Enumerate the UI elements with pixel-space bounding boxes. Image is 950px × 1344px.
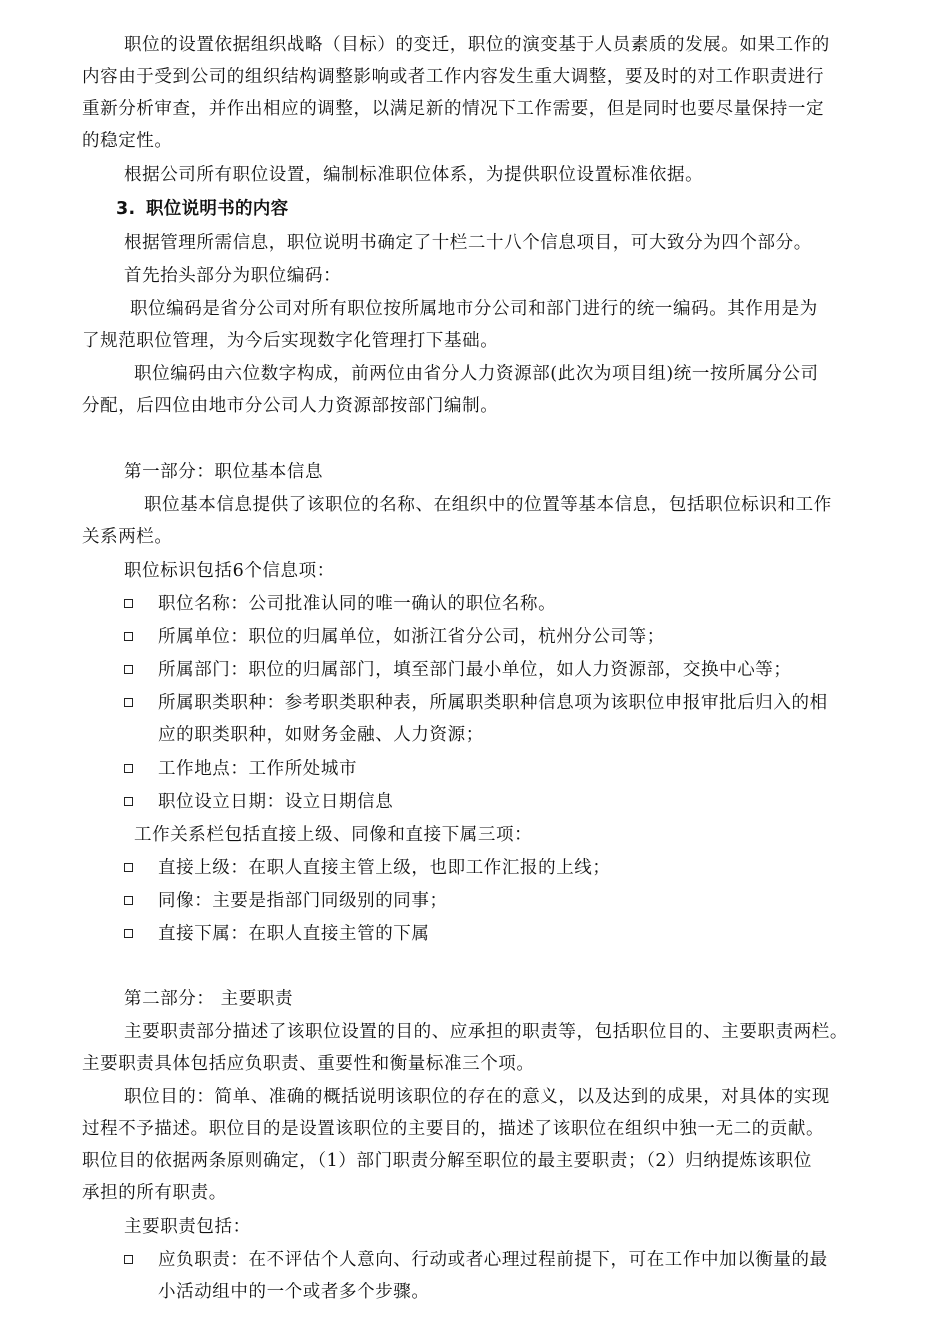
list-item: 工作地点：工作所处城市 bbox=[158, 759, 358, 779]
part2-p1-line-2: 主要职责具体包括应负职责、重要性和衡量标准三个项。 bbox=[82, 1054, 535, 1074]
part1-title: 第一部分：职位基本信息 bbox=[124, 462, 324, 482]
section3-p2: 首先抬头部分为职位编码： bbox=[124, 266, 342, 286]
checkbox-bullet-icon bbox=[124, 665, 133, 674]
list-item: 所属部门：职位的归属部门，填至部门最小单位，如人力资源部，交换中心等； bbox=[158, 660, 792, 680]
list-item: 直接下属：在职人直接主管的下属 bbox=[158, 924, 430, 944]
section3-p3-line-2: 了规范职位管理，为今后实现数字化管理打下基础。 bbox=[82, 331, 499, 351]
checkbox-bullet-icon bbox=[124, 929, 133, 938]
section3-p4-line-2: 分配，后四位由地市分公司人力资源部按部门编制。 bbox=[82, 396, 499, 416]
section3-p1: 根据管理所需信息，职位说明书确定了十栏二十八个信息项目，可大致分为四个部分。 bbox=[124, 233, 812, 253]
part2-title: 第二部分： 主要职责 bbox=[124, 989, 294, 1009]
intro-p1-line-3: 重新分析审查，并作出相应的调整，以满足新的情况下工作需要，但是同时也要尽量保持一定 bbox=[82, 99, 825, 119]
checkbox-bullet-icon bbox=[124, 599, 133, 608]
part1-rel-intro: 工作关系栏包括直接上级、同像和直接下属三项： bbox=[134, 825, 533, 845]
list-item-continuation: 小活动组中的一个或者多个步骤。 bbox=[158, 1282, 430, 1302]
checkbox-bullet-icon bbox=[124, 698, 133, 707]
list-item: 应负职责：在不评估个人意向、行动或者心理过程前提下，可在工作中加以衡量的最 bbox=[158, 1250, 828, 1270]
part1-id-intro: 职位标识包括6个信息项： bbox=[124, 561, 335, 581]
checkbox-bullet-icon bbox=[124, 863, 133, 872]
checkbox-bullet-icon bbox=[124, 764, 133, 773]
list-item: 职位设立日期：设立日期信息 bbox=[158, 792, 394, 812]
list-item: 职位名称：公司批准认同的唯一确认的职位名称。 bbox=[158, 594, 557, 614]
intro-p1-line-2: 内容由于受到公司的组织结构调整影响或者工作内容发生重大调整，要及时的对工作职责进行 bbox=[82, 67, 825, 87]
intro-p2: 根据公司所有职位设置，编制标准职位体系，为提供职位设置标准依据。 bbox=[124, 165, 704, 185]
list-item: 所属职类职种：参考职类职种表，所属职类职种信息项为该职位申报审批后归入的相 bbox=[158, 693, 828, 713]
list-item-continuation: 应的职类职种，如财务金融、人力资源； bbox=[158, 725, 484, 745]
section3-title: 职位说明书的内容 bbox=[146, 199, 289, 219]
checkbox-bullet-icon bbox=[124, 797, 133, 806]
intro-p1-line-1: 职位的设置依据组织战略（目标）的变迁，职位的演变基于人员素质的发展。如果工作的 bbox=[124, 35, 830, 55]
part2-p2-line-1: 职位目的：简单、准确的概括说明该职位的存在的意义，以及达到的成果，对具体的实现 bbox=[124, 1087, 830, 1107]
checkbox-bullet-icon bbox=[124, 896, 133, 905]
section3-p4-line-1: 职位编码由六位数字构成，前两位由省分人力资源部(此次为项目组)统一按所属分公司 bbox=[134, 364, 819, 384]
part1-intro-line-2: 关系两栏。 bbox=[82, 527, 173, 547]
list-item: 直接上级：在职人直接主管上级，也即工作汇报的上线； bbox=[158, 858, 611, 878]
checkbox-bullet-icon bbox=[124, 1255, 133, 1264]
part1-intro-line-1: 职位基本信息提供了该职位的名称、在组织中的位置等基本信息，包括职位标识和工作 bbox=[144, 495, 832, 515]
section3-number: 3. bbox=[116, 199, 136, 219]
part2-p2-line-3: 职位目的依据两条原则确定，（1）部门职责分解至职位的最主要职责；（2）归纳提炼该职位 bbox=[82, 1151, 812, 1171]
part2-p3: 主要职责包括： bbox=[124, 1217, 251, 1237]
part2-p2-line-4: 承担的所有职责。 bbox=[82, 1183, 227, 1203]
part2-p2-line-2: 过程不予描述。职位目的是设置该职位的主要目的，描述了该职位在组织中独一无二的贡献。 bbox=[82, 1119, 825, 1139]
list-item: 所属单位：职位的归属单位，如浙江省分公司，杭州分公司等； bbox=[158, 627, 665, 647]
intro-p1-line-4: 的稳定性。 bbox=[82, 131, 173, 151]
part2-p1-line-1: 主要职责部分描述了该职位设置的目的、应承担的职责等，包括职位目的、主要职责两栏。 bbox=[124, 1022, 848, 1042]
list-item: 同像：主要是指部门同级别的同事； bbox=[158, 891, 448, 911]
section3-p3-line-1: 职位编码是省分公司对所有职位按所属地市分公司和部门进行的统一编码。其作用是为 bbox=[130, 299, 818, 319]
checkbox-bullet-icon bbox=[124, 632, 133, 641]
